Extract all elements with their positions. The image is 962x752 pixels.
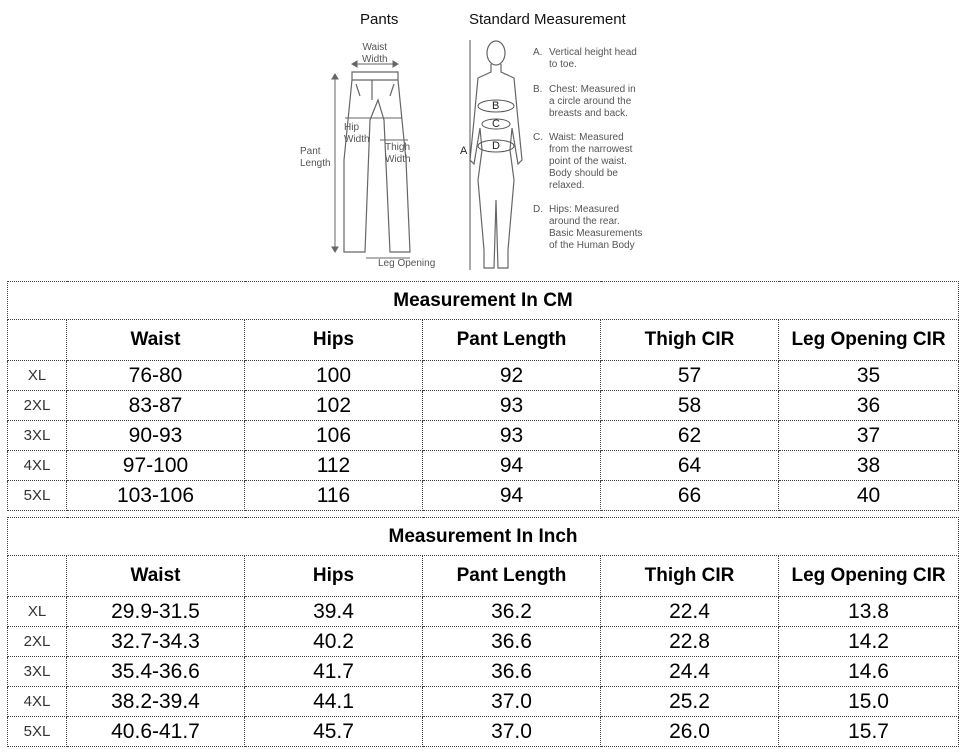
pant-length-cell: 36.2 (423, 597, 601, 627)
leg-opening-cell: 37 (779, 421, 959, 451)
hips-cell: 40.2 (245, 627, 423, 657)
inch-header-row (8, 556, 959, 597)
thigh-cir-cell: 24.4 (601, 657, 779, 687)
hips-cell: 102 (245, 391, 423, 421)
thigh-cir-cell: 57 (601, 361, 779, 391)
table-row (8, 361, 959, 391)
thigh-cir-cell: 62 (601, 421, 779, 451)
leg-opening-cell: 15.0 (779, 687, 959, 717)
size-cell: 4XL (8, 687, 67, 717)
hips-cell: 106 (245, 421, 423, 451)
size-cell: 3XL (8, 657, 67, 687)
waist-cell: 97-100 (67, 451, 245, 481)
pant-length-cell: 94 (423, 451, 601, 481)
header-waist: Waist (67, 556, 245, 597)
size-cell: XL (8, 361, 67, 391)
pant-length-cell: 36.6 (423, 627, 601, 657)
cm-table-title: Measurement In CM (8, 282, 959, 320)
thigh-cir-cell: 22.4 (601, 597, 779, 627)
leg-opening-cell: 13.8 (779, 597, 959, 627)
table-row (8, 687, 959, 717)
marker-c: C (492, 118, 500, 130)
waist-cell: 29.9-31.5 (67, 597, 245, 627)
measurement-illustration (0, 0, 962, 276)
waist-cell: 40.6-41.7 (67, 717, 245, 747)
marker-d: D (492, 140, 500, 152)
header-waist: Waist (67, 320, 245, 361)
header-pant-length: Pant Length (423, 320, 601, 361)
waist-cell: 103-106 (67, 481, 245, 511)
hips-cell: 44.1 (245, 687, 423, 717)
hips-cell: 116 (245, 481, 423, 511)
thigh-cir-cell: 64 (601, 451, 779, 481)
waist-cell: 32.7-34.3 (67, 627, 245, 657)
hips-cell: 41.7 (245, 657, 423, 687)
marker-b: B (492, 100, 500, 112)
leg-opening-cell: 14.6 (779, 657, 959, 687)
leg-opening-cell: 40 (779, 481, 959, 511)
header-size (8, 320, 67, 361)
hips-cell: 100 (245, 361, 423, 391)
hips-cell: 39.4 (245, 597, 423, 627)
pant-length-cell: 37.0 (423, 687, 601, 717)
inch-size-table (7, 517, 959, 747)
hips-cell: 112 (245, 451, 423, 481)
size-cell: 5XL (8, 717, 67, 747)
table-row (8, 421, 959, 451)
thigh-cir-cell: 25.2 (601, 687, 779, 717)
size-cell: 4XL (8, 451, 67, 481)
pants-heading: Pants (360, 11, 399, 28)
header-leg-opening-cir: Leg Opening CIR (779, 320, 959, 361)
pant-length-cell: 36.6 (423, 657, 601, 687)
standard-measurement-heading: Standard Measurement (469, 11, 626, 28)
pant-length-label: Pant Length (300, 146, 331, 169)
leg-opening-cell: 35 (779, 361, 959, 391)
thigh-cir-cell: 66 (601, 481, 779, 511)
definition-b: B. Chest: Measured in a circle around the breasts and back. (533, 84, 636, 119)
body-sketch (470, 41, 522, 268)
leg-opening-cell: 14.2 (779, 627, 959, 657)
leg-opening-cell: 36 (779, 391, 959, 421)
pant-length-cell: 92 (423, 361, 601, 391)
illustration-drawing (0, 0, 962, 276)
cm-header-row (8, 320, 959, 361)
header-thigh-cir: Thigh CIR (601, 556, 779, 597)
hips-cell: 45.7 (245, 717, 423, 747)
pant-length-cell: 93 (423, 391, 601, 421)
waist-cell: 76-80 (67, 361, 245, 391)
header-leg-opening-cir: Leg Opening CIR (779, 556, 959, 597)
pant-length-cell: 94 (423, 481, 601, 511)
header-size (8, 556, 67, 597)
marker-a: A (460, 145, 468, 157)
table-row (8, 597, 959, 627)
definition-c: C. Waist: Measured from the narrowest point of the waist. Body should be relaxed. (533, 132, 633, 191)
header-hips: Hips (245, 556, 423, 597)
waist-cell: 35.4-36.6 (67, 657, 245, 687)
table-row (8, 481, 959, 511)
waist-cell: 90-93 (67, 421, 245, 451)
table-row (8, 391, 959, 421)
size-cell: 3XL (8, 421, 67, 451)
inch-table-title: Measurement In Inch (8, 518, 959, 556)
table-row (8, 627, 959, 657)
size-cell: 2XL (8, 627, 67, 657)
size-cell: 5XL (8, 481, 67, 511)
thigh-width-label: Thigh Width (385, 142, 411, 165)
pant-length-cell: 93 (423, 421, 601, 451)
thigh-cir-cell: 22.8 (601, 627, 779, 657)
hip-width-label: Hip Width (344, 122, 370, 145)
definition-a: A. Vertical height head to toe. (533, 47, 637, 70)
table-row (8, 451, 959, 481)
pant-length-cell: 37.0 (423, 717, 601, 747)
waist-width-label: Waist Width (362, 42, 388, 65)
header-hips: Hips (245, 320, 423, 361)
definition-d: D. Hips: Measured around the rear. Basic Measurements of the Human Body (533, 204, 643, 251)
header-thigh-cir: Thigh CIR (601, 320, 779, 361)
waist-cell: 38.2-39.4 (67, 687, 245, 717)
table-row (8, 657, 959, 687)
waist-cell: 83-87 (67, 391, 245, 421)
leg-opening-label: Leg Opening (378, 258, 436, 269)
table-row (8, 717, 959, 747)
size-cell: XL (8, 597, 67, 627)
cm-size-table (7, 281, 959, 511)
header-pant-length: Pant Length (423, 556, 601, 597)
size-cell: 2XL (8, 391, 67, 421)
leg-opening-cell: 15.7 (779, 717, 959, 747)
thigh-cir-cell: 26.0 (601, 717, 779, 747)
leg-opening-cell: 38 (779, 451, 959, 481)
thigh-cir-cell: 58 (601, 391, 779, 421)
